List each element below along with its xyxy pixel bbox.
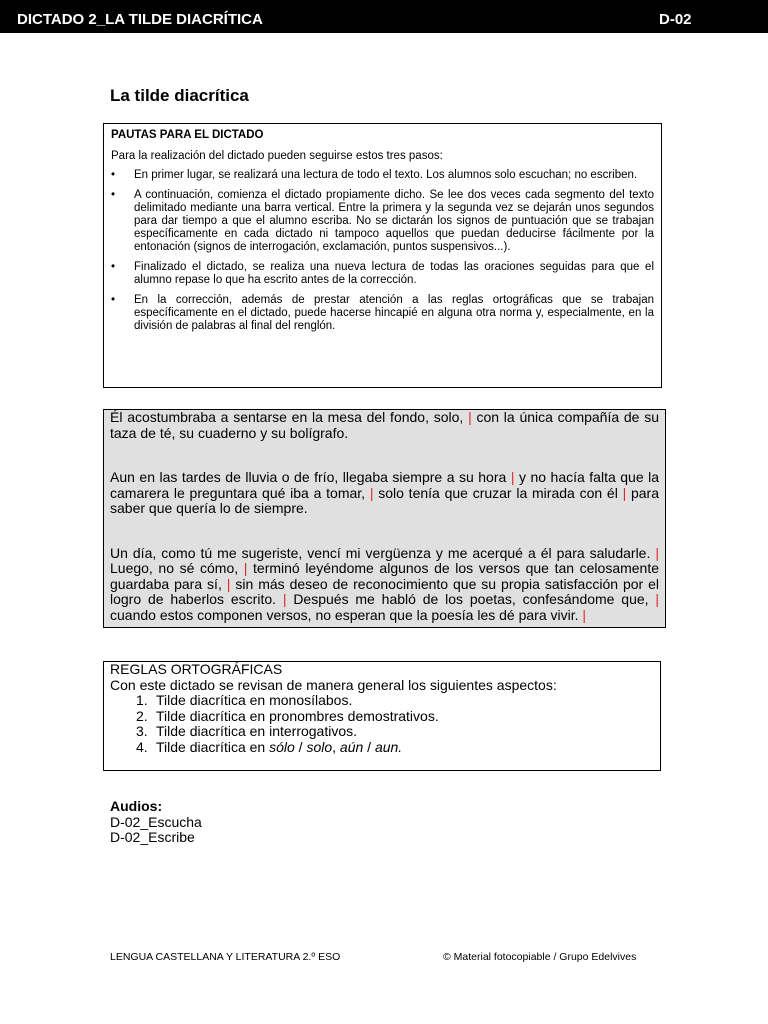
dictation-segment: con la única compañía de su taza de té, su cuaderno y su bolígrafo. [110,409,660,441]
list-item: • A continuación, comienza el dictado propiamente dicho. Se lee dos veces cada segmento del texto delimitado mediante una barra vertical. Entre la primera y la segunda vez se dejarán unos segundos para dar tiempo a que el alumno escriba. No se dictarán los signos de puntuación que se trabajan específicamente en cada dictado ni tampoco aquellos que puedan deducirse fácilmente por la entonación (signos de interrogación, exclamación, puntos suspensivos...). [111,189,654,253]
dictation-paragraph [110,546,659,624]
page-title: La tilde diacrítica [110,86,249,105]
rules-box [103,661,661,771]
guidelines-box [103,123,662,388]
audio-file: D-02_Escucha [110,813,202,830]
dictation-box [103,409,666,628]
guidelines-intro: Para la realización del dictado pueden seguirse estos tres pasos: [111,150,443,162]
separator-bar: | [582,606,587,623]
dictation-segment: terminó leyéndome algunos de los versos que tan celosamente guardaba para sí, [110,560,660,592]
dictation-segment: Un día, como tú me sugeriste, vencí mi vergüenza y me acerqué a él para saludarle. [110,544,651,561]
list-number: 4. [136,738,148,755]
list-item: 1. Tilde diacrítica en monosílabos. [136,692,353,708]
list-item: • En primer lugar, se realizará una lectura de todo el texto. Los alumnos solo escuchan; no escriben. [111,169,638,181]
list-number: 2. [136,707,148,724]
bullet-icon: • [111,169,116,181]
dictation-paragraph [110,410,659,441]
dictation-segment: Aun en las tardes de lluvia o de frío, llegaba siempre a su hora [110,469,507,485]
separator-bar: | [369,484,374,501]
separator-bar: | [622,484,627,501]
dictation-segment: solo tenía que cruzar la mirada con él [378,484,618,501]
list-item: 4. Tilde diacrítica en sólo / solo, aún / aun. [136,738,403,755]
dictation-segment: y no hacía falta que la camarera le preguntara qué iba a tomar, [110,469,660,501]
page-header [0,0,768,33]
list-item: 3. Tilde diacrítica en interrogativos. [136,723,358,739]
dictation-segment: cuando estos componen versos, no esperan que la poesía les dé para vivir. [110,606,579,623]
audios-section [110,799,202,846]
dictation-segment: Él acostumbraba a sentarse en la mesa del fondo, solo, [110,409,464,425]
bullet-icon: • [111,261,116,273]
list-item: • Finalizado el dictado, se realiza una nueva lectura de todas las oraciones seguidas para que el alumno repase lo que ha escrito antes de la corrección. [111,261,654,286]
dictation-segment: para saber que quería lo de siempre. [110,484,660,516]
separator-bar: | [510,469,515,485]
dictation-segment: Después me habló de los poetas, confesándome que, [293,591,649,607]
separator-bar: | [226,575,231,592]
rules-list [110,693,654,755]
list-item: • En la corrección, además de prestar atención a las reglas ortográficas que se trabajan específicamente en el dictado, puede hacerse hincapié en alguna otra norma y, especialmente, en la división de palabras al final del renglón. [111,294,654,332]
list-number: 1. [136,692,148,708]
header-title: DICTADO 2_LA TILDE DIACRÍTICA [17,11,263,28]
audios-heading: Audios: [110,798,163,814]
separator-bar: | [655,544,659,561]
dictation-paragraph [110,470,659,517]
separator-bar: | [655,591,660,607]
footer-right: © Material fotocopiable / Grupo Edelvives [443,951,637,963]
separator-bar: | [468,409,472,425]
guidelines-list [111,169,654,333]
dictation-segment: sin más deseo de reconocimiento que su propia satisfacción por el logro de haberlos escrito. [110,575,660,607]
rules-heading: REGLAS ORTOGRÁFICAS [110,661,283,677]
footer-left: LENGUA CASTELLANA Y LITERATURA 2.º ESO [110,951,341,963]
bullet-icon: • [111,189,116,201]
dictation-segment: Luego, no sé cómo, [110,560,239,576]
header-code: D-02 [659,11,692,28]
list-item: 2. Tilde diacrítica en pronombres demostrativos. [136,707,439,724]
audio-file: D-02_Escribe [110,829,195,845]
list-number: 3. [136,723,148,739]
separator-bar: | [243,560,248,576]
separator-bar: | [282,591,287,607]
bullet-icon: • [111,294,116,306]
rules-intro: Con este dictado se revisan de manera general los siguientes aspectos: [110,676,557,693]
guidelines-heading: PAUTAS PARA EL DICTADO [111,129,264,141]
